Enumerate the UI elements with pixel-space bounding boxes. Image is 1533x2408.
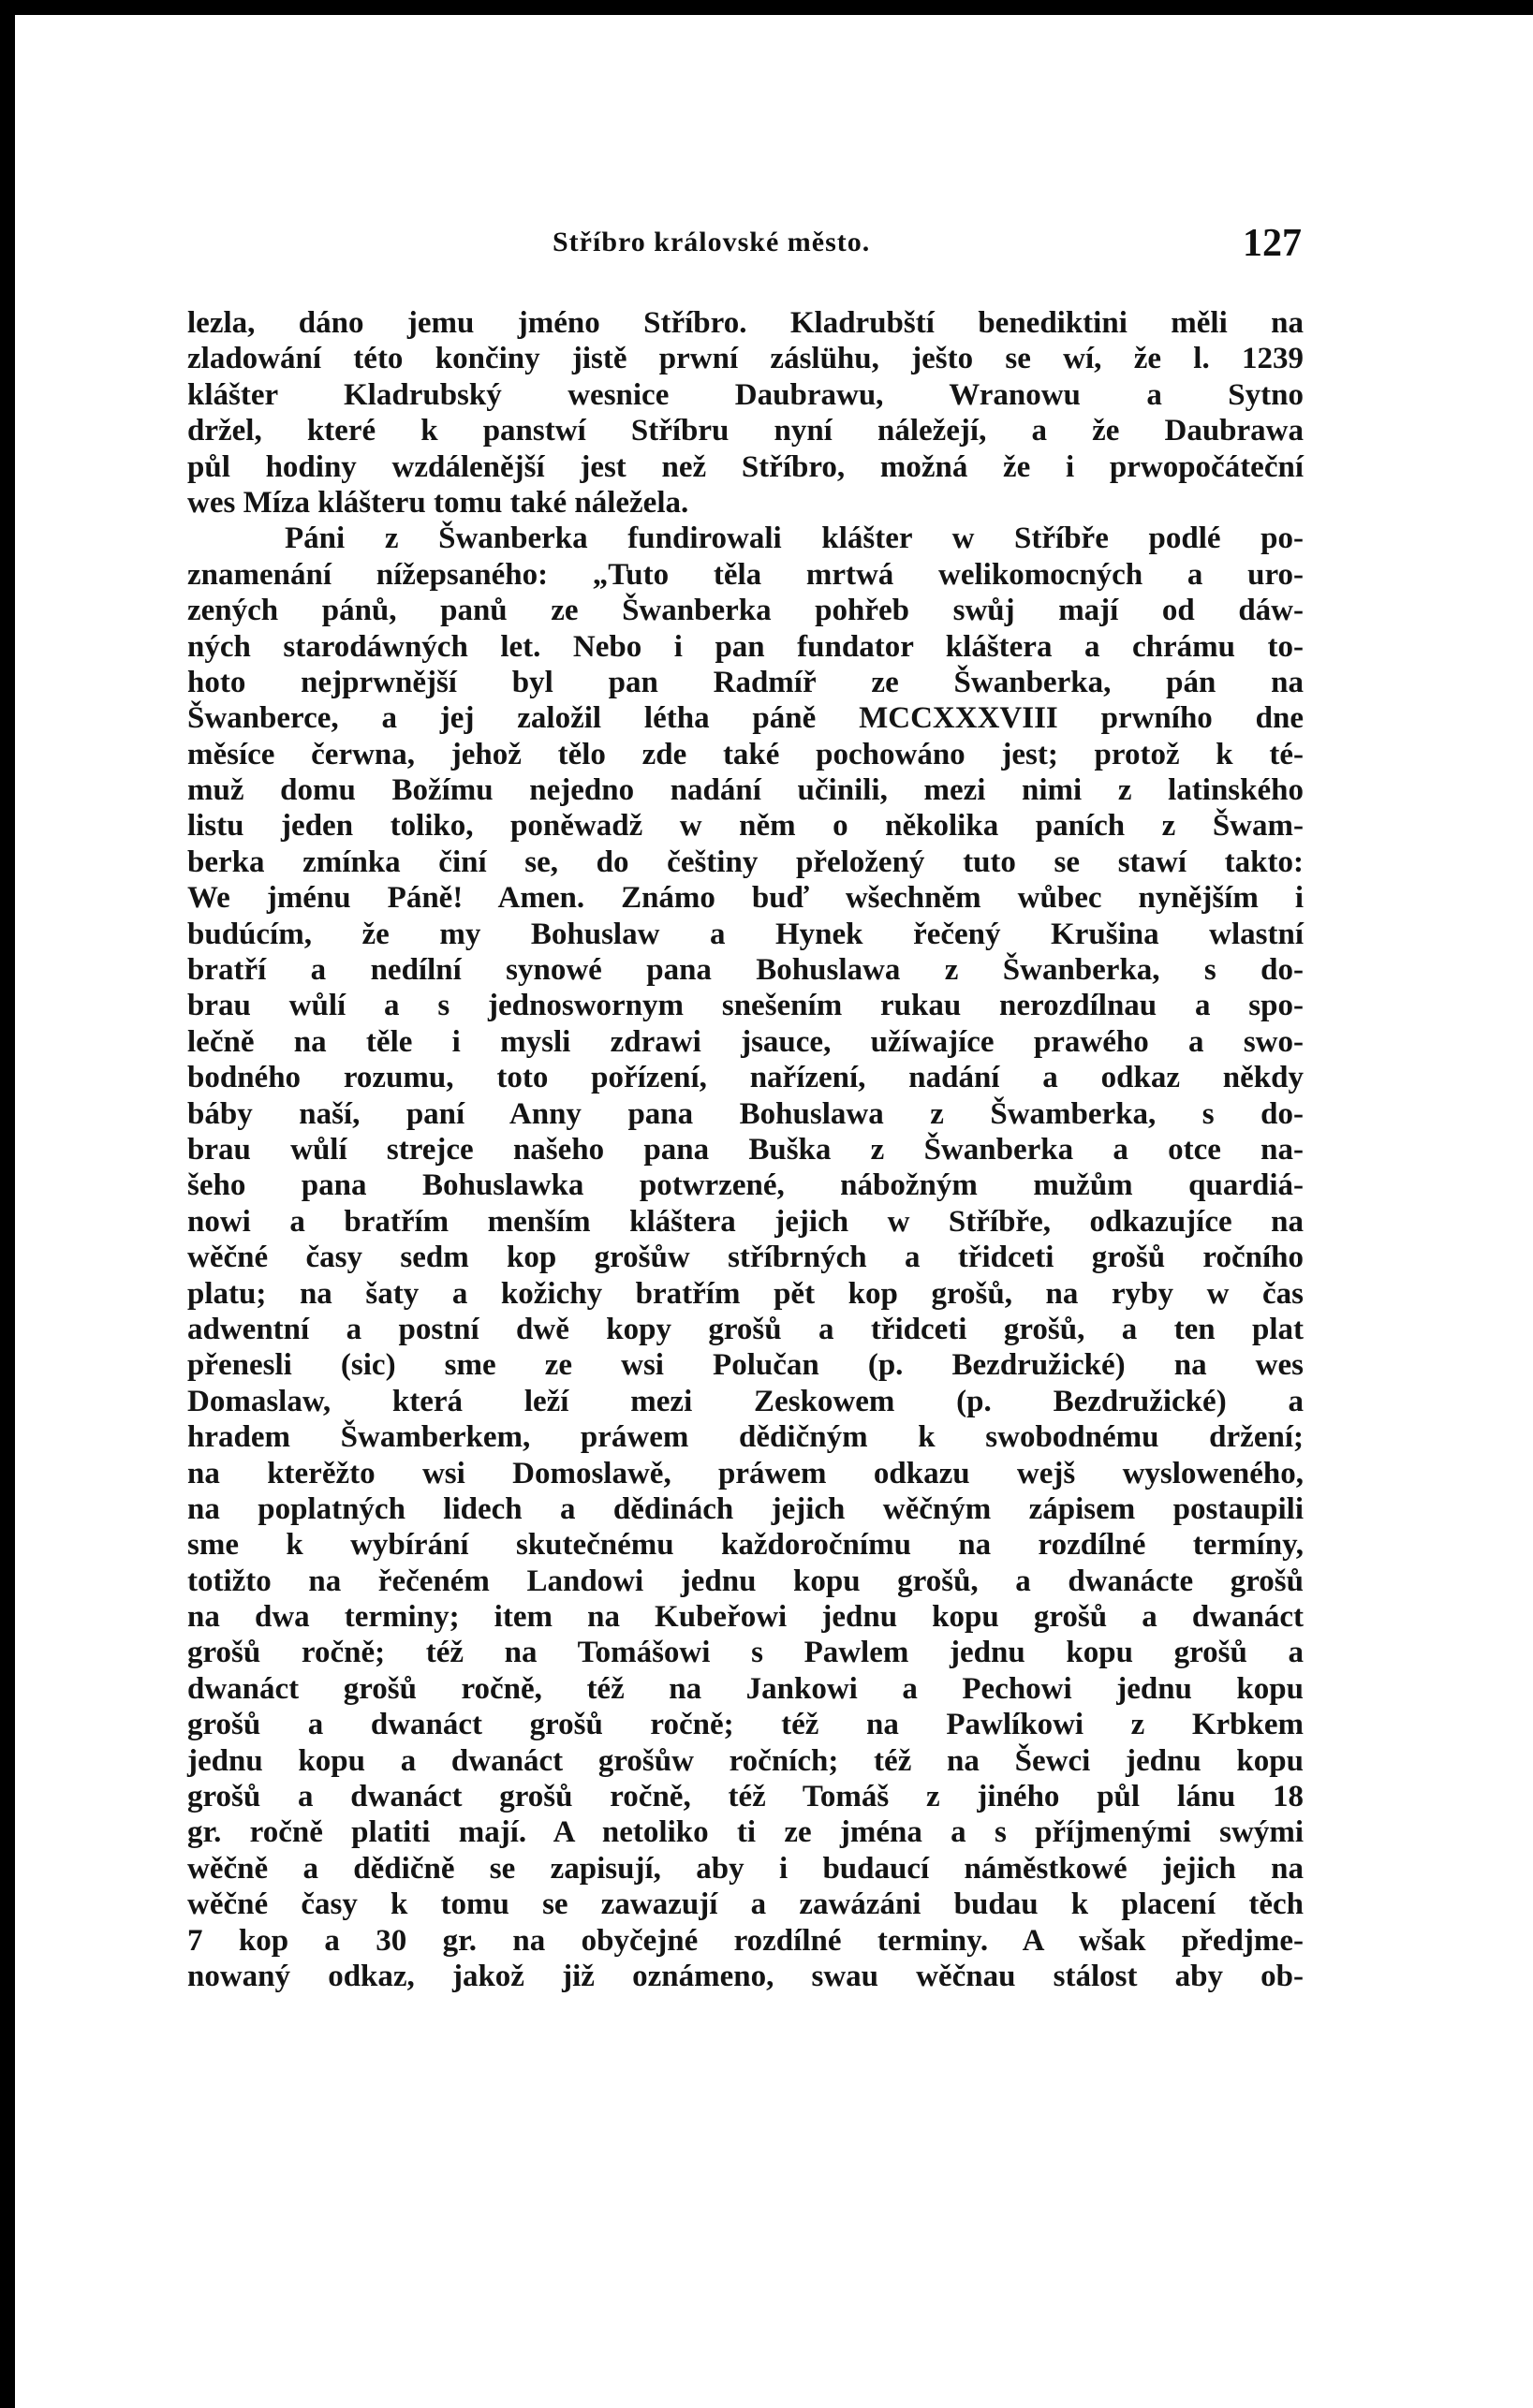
- text-line: brau wůlí a s jednoswornym snešením rukau nerozdílnau a spo-: [187, 989, 1304, 1023]
- text-line: grošů ročně; též na Tomášowi s Pawlem jednu kopu grošů a: [187, 1636, 1304, 1670]
- text-line: gr. ročně platiti mají. A netoliko ti ze jména a s příjmenými swými: [187, 1815, 1304, 1850]
- text-line: zladowání této končiny jistě prwní záslühu, ješto se wí, že l. 1239: [187, 342, 1304, 376]
- text-line: na poplatných lidech a dědinách jejich wěčným zápisem postaupili: [187, 1491, 1304, 1526]
- text-line: sme k wybírání skutečnému každoročnímu na rozdílné termíny,: [187, 1528, 1304, 1563]
- text-line: klášter Kladrubský wesnice Daubrawu, Wranowu a Sytno: [187, 377, 1304, 412]
- text-line: na dwa terminy; item na Kubeřowi jednu kopu grošů a dwanáct: [187, 1600, 1304, 1635]
- scan-border-top: [0, 0, 1533, 15]
- text-line: budúcím, že my Bohuslaw a Hynek řečený Krušina wlastní: [187, 917, 1304, 951]
- text-line: půl hodiny wzdálenější jest než Stříbro, možná že i prwopočáteční: [187, 449, 1304, 484]
- page-number: 127: [1243, 222, 1302, 265]
- text-line: nowi a bratřím menším kláštera jejich w Stříbře, odkazujíce na: [187, 1204, 1304, 1239]
- scan-border-left: [0, 0, 15, 2408]
- text-line: měsíce čerwna, jehož tělo zde také pochowáno jest; protož k té-: [187, 737, 1304, 771]
- text-line: lezla, dáno jemu jméno Stříbro. Kladrubští benediktini měli na: [187, 306, 1304, 340]
- text-line: báby naší, paní Anny pana Bohuslawa z Šwamberka, s do-: [187, 1096, 1304, 1131]
- text-line: bratří a nedílní synowé pana Bohuslawa z Šwanberka, s do-: [187, 953, 1304, 988]
- text-line: dwanáct grošů ročně, též na Jankowi a Pechowi jednu kopu: [187, 1671, 1304, 1706]
- text-line: hradem Šwamberkem, práwem dědičným k swobodnému držení;: [187, 1420, 1304, 1455]
- text-line: wes Míza klášteru tomu také náležela.: [187, 485, 689, 520]
- text-line: wěčné časy sedm kop grošůw stříbrných a třidceti grošů ročního: [187, 1241, 1304, 1275]
- text-line: znamenání nížepsaného: „Tuto těla mrtwá welikomocných a uro-: [187, 557, 1304, 592]
- text-line: berka zmínka činí se, do češtiny přeložený tuto se stawí takto:: [187, 844, 1304, 879]
- text-line: lečně na těle i mysli zdrawi jsauce, užíwajíce prawého a swo-: [187, 1024, 1304, 1059]
- text-line: držel, které k panstwí Stříbru nyní náležejí, a že Daubrawa: [187, 414, 1304, 448]
- text-line: grošů a dwanáct grošů ročně; též na Pawlíkowi z Krbkem: [187, 1708, 1304, 1742]
- text-line: jednu kopu a dwanáct grošůw ročních; též na Šewci jednu kopu: [187, 1743, 1304, 1778]
- text-line: wěčně a dědičně se zapisují, aby i budaucí náměstkowé jejich na: [187, 1851, 1304, 1886]
- text-line: grošů a dwanáct grošů ročně, též Tomáš z jiného půl lánu 18: [187, 1780, 1304, 1814]
- text-line: bodného rozumu, toto pořízení, nařízení, nadání a odkaz někdy: [187, 1061, 1304, 1095]
- text-line: 7 kop a 30 gr. na obyčejné rozdílné terminy. A wšak předjme-: [187, 1923, 1304, 1958]
- text-line: brau wůlí strejce našeho pana Buška z Šwanberka a otce na-: [187, 1132, 1304, 1167]
- text-line: přenesli (sic) sme ze wsi Polučan (p. Bezdružické) na wes: [187, 1348, 1304, 1383]
- text-line: zených pánů, panů ze Šwanberka pohřeb swůj mají od dáw-: [187, 594, 1304, 628]
- text-line: wěčné časy k tomu se zawazují a zawázáni budau k placení těch: [187, 1887, 1304, 1922]
- text-line: totižto na řečeném Landowi jednu kopu grošů, a dwanácte grošů: [187, 1564, 1304, 1598]
- text-line: listu jeden toliko, poněwadž w něm o několika paních z Šwam-: [187, 809, 1304, 844]
- text-line: muž domu Božímu nejedno nadání učinili, mezi nimi z latinského: [187, 773, 1304, 808]
- running-head: [187, 221, 1302, 268]
- text-line: Domaslaw, která leží mezi Zeskowem (p. Bezdružické) a: [187, 1384, 1304, 1418]
- text-line: hoto nejprwnější byl pan Radmíř ze Šwanberka, pán na: [187, 665, 1304, 699]
- text-line: We jménu Páně! Amen. Známo buď wšechněm wůbec nynějším i: [187, 881, 1304, 916]
- text-line: platu; na šaty a kožichy bratřím pět kop grošů, na ryby w čas: [187, 1276, 1304, 1311]
- text-line: ných starodáwných let. Nebo i pan fundator kláštera a chrámu to-: [187, 629, 1304, 664]
- text-line: na kterěžto wsi Domoslawě, práwem odkazu wejš wysloweného,: [187, 1456, 1304, 1490]
- body-text: [187, 305, 1304, 1994]
- text-line: nowaný odkaz, jakož již oznámeno, swau wěčnau stálost aby ob-: [187, 1959, 1304, 1993]
- text-line: Šwanberce, a jej založil létha páně MCCXXXVIII prwního dne: [187, 701, 1304, 736]
- text-line: Páni z Šwanberka fundirowali klášter w Stříbře podlé po-: [285, 521, 1304, 556]
- text-line: šeho pana Bohuslawka potwrzené, nábožným mužům quardiá-: [187, 1168, 1304, 1203]
- text-line: adwentní a postní dwě kopy grošů a třidceti grošů, a ten plat: [187, 1312, 1304, 1346]
- running-title: Stříbro královské město.: [553, 227, 871, 257]
